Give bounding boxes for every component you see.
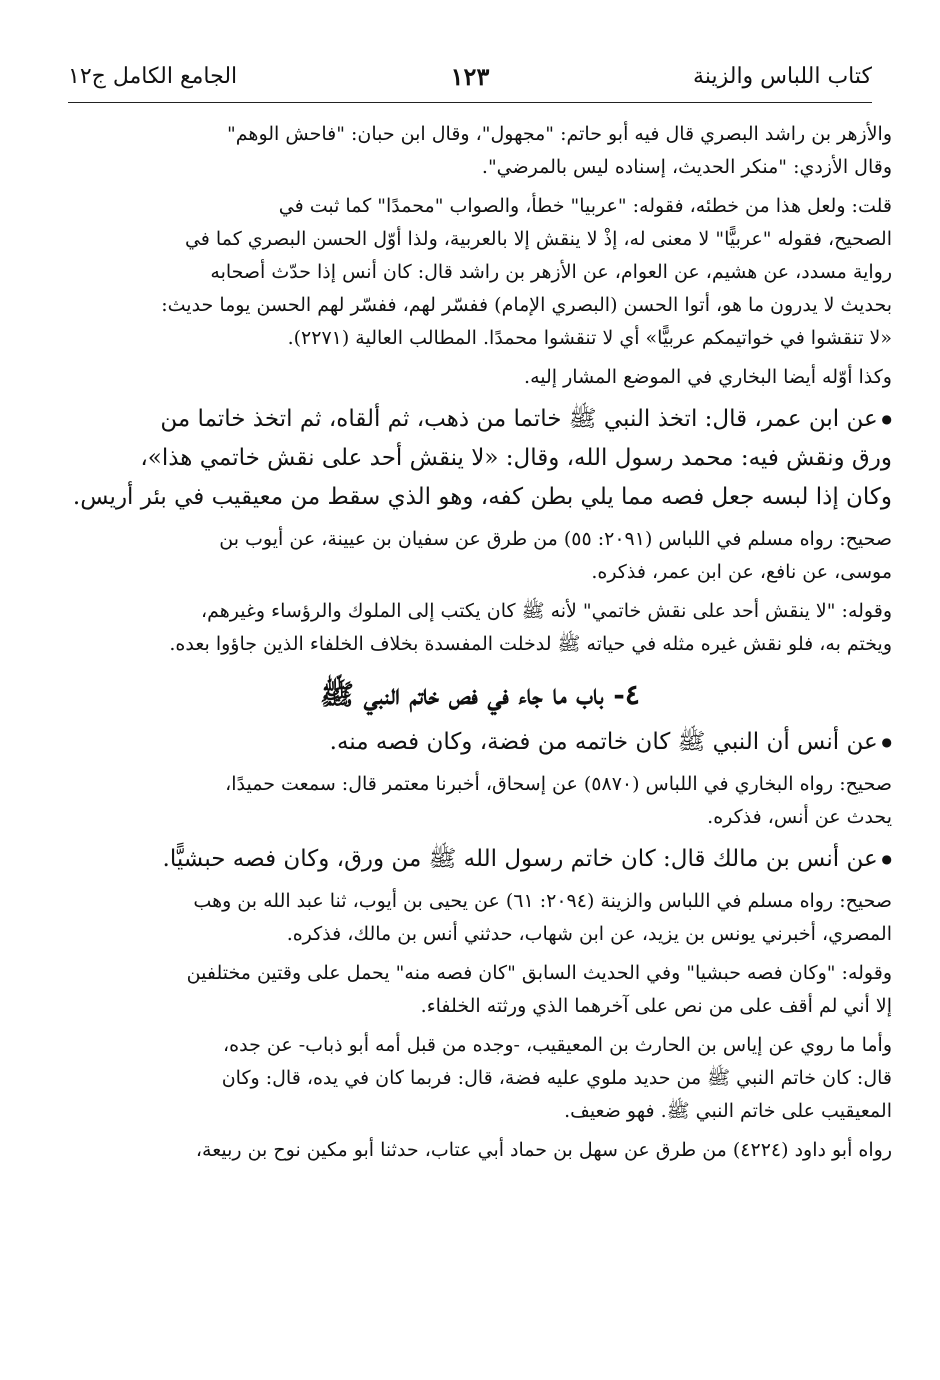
text-line: ● عن أنس أن النبي ﷺ كان خاتمه من فضة، وكان فصه منه. xyxy=(68,723,892,762)
paragraph-p7 xyxy=(68,723,892,762)
paragraph-p12 xyxy=(68,1029,892,1128)
text-line: المصري، أخبرني يونس بن يزيد، عن ابن شهاب، حدثني أنس بن مالك، فذكره. xyxy=(286,923,892,945)
book-section-title: كتاب اللباس والزينة xyxy=(693,64,872,89)
paragraph-p9 xyxy=(68,840,892,879)
paragraph-p6 xyxy=(68,595,892,661)
text-line: يحدث عن أنس، فذكره. xyxy=(707,806,892,828)
text-line: موسى، عن نافع، عن ابن عمر، فذكره. xyxy=(591,561,892,583)
paragraph-gap xyxy=(68,1167,892,1173)
text-line: رواية مسدد، عن هشيم، عن العوام، عن الأزهر بن راشد قال: كان أنس إذا حدّث أصحابه xyxy=(210,261,892,283)
chapter-heading: ٤- باب ما جاء في فص خاتم النبي ﷺ xyxy=(320,678,640,711)
paragraph-p10 xyxy=(68,885,892,951)
text-line: «لا تنقشوا في خواتيمكم عربيًّا» أي لا تنقشوا محمدًا. المطالب العالية (٢٢٧١). xyxy=(287,327,892,349)
text-line: صحيح: رواه مسلم في اللباس (٢٠٩١: ٥٥) من طرق عن سفيان بن عيينة، عن أيوب بن xyxy=(219,528,892,550)
page-header xyxy=(68,62,872,103)
text-line: إلا أني لم أقف على من نص على آخرهما الذي ورثته الخلفاء. xyxy=(420,995,892,1017)
text-line: ويختم به، فلو نقش غيره مثله في حياته ﷺ لدخلت المفسدة بخلاف الخلفاء الذين جاؤوا بعده. xyxy=(169,633,892,655)
paragraph-p11 xyxy=(68,957,892,1023)
paragraph-p5 xyxy=(68,523,892,589)
paragraph-p13 xyxy=(68,1134,892,1167)
text-line: ورق ونقش فيه: محمد رسول الله، وقال: «لا ينقش أحد على نقش خاتمي هذا»، xyxy=(140,445,892,471)
text-line: وكذا أوّله أيضا البخاري في الموضع المشار إليه. xyxy=(524,366,892,388)
text-line: ● عن ابن عمر، قال: اتخذ النبي ﷺ خاتما من ذهب، ثم ألقاه، ثم اتخذ خاتما من xyxy=(68,400,892,439)
text-line: قلت: ولعل هذا من خطئه، فقوله: "عربيا" خطأ، والصواب "محمدًا" كما ثبت في xyxy=(278,195,892,217)
text-line: وكان إذا لبسه جعل فصه مما يلي بطن كفه، وهو الذي سقط من معيقيب في بئر أريس. xyxy=(72,484,892,510)
text-line: رواه أبو داود (٤٢٢٤) من طرق عن سهل بن حماد أبي عتاب، حدثنا أبو مكين نوح بن ربيعة، xyxy=(195,1139,892,1161)
text-line: ● عن أنس بن مالك قال: كان خاتم رسول الله ﷺ من ورق، وكان فصه حبشيًّا. xyxy=(68,840,892,879)
text-line: المعيقيب على خاتم النبي ﷺ. فهو ضعيف. xyxy=(564,1100,892,1122)
text-line: وقال الأزدي: "منكر الحديث، إسناده ليس بالمرضي". xyxy=(481,156,892,178)
page-body xyxy=(68,118,892,1173)
text-line: قال: كان خاتم النبي ﷺ من حديد ملوي عليه فضة، قال: فربما كان في يده، قال: وكان xyxy=(221,1067,892,1089)
paragraph-p3 xyxy=(68,361,892,394)
paragraph-p4 xyxy=(68,400,892,517)
text-line: وقوله: "وكان فصه حبشيا" وفي الحديث السابق "كان فصه منه" يحمل على وقتين مختلفين xyxy=(186,962,892,984)
paragraph-p1 xyxy=(68,118,892,184)
text-line: صحيح: رواه البخاري في اللباس (٥٨٧٠) عن إسحاق، أخبرنا معتمر قال: سمعت حميدًا، xyxy=(225,773,892,795)
text-line: والأزهر بن راشد البصري قال فيه أبو حاتم: "مجهول"، وقال ابن حبان: "فاحش الوهم" xyxy=(227,123,892,145)
paragraph-p2 xyxy=(68,190,892,355)
text-line: بحديث لا يدرون ما هو، أتوا الحسن (البصري الإمام) ففسّر لهم، ففسّر لهم الحسن يوما حديث: xyxy=(161,294,892,316)
text-line: صحيح: رواه مسلم في اللباس والزينة (٢٠٩٤: ٦١) عن يحيى بن أيوب، ثنا عبد الله بن وهب xyxy=(193,890,892,912)
text-line: وقوله: "لا ينقش أحد على نقش خاتمي" لأنه ﷺ كان يكتب إلى الملوك والرؤساء وغيرهم، xyxy=(200,600,892,622)
text-line: وأما ما روي عن إياس بن الحارث بن المعيقيب، -وجده من قبل أمه أبو ذباب- عن جده، xyxy=(223,1034,892,1056)
paragraph-p8 xyxy=(68,768,892,834)
book-volume-title: الجامع الكامل ج١٢ xyxy=(68,64,238,89)
text-line: الصحيح، فقوله "عربيًّا" لا معنى له، إذْ لا ينقش إلا بالعربية، ولذا أوّل الحسن البصري كما في xyxy=(184,228,892,250)
page-number: ١٢٣ xyxy=(450,62,490,91)
